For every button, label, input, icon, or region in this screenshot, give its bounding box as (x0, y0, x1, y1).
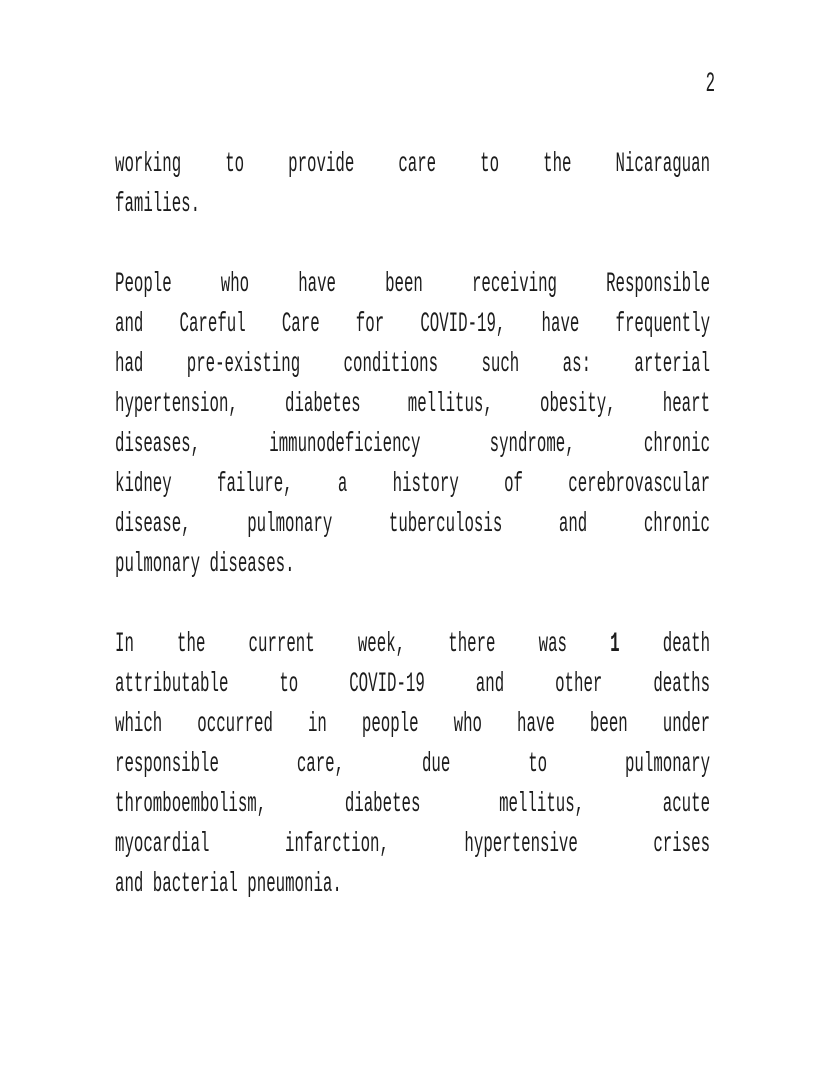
text-line: thromboembolism, diabetes mellitus, acute (115, 789, 711, 820)
text-line: People who have been receiving Responsible (115, 269, 711, 300)
text-line (115, 625, 710, 665)
text-segment: death (619, 629, 711, 660)
document-body (115, 145, 825, 905)
text-line: had pre-existing conditions such as: arterial (115, 349, 711, 380)
text-line: kidney failure, a history of cerebrovascular (115, 469, 711, 500)
paragraph-families (115, 145, 825, 225)
death-count: 1 (610, 629, 620, 660)
text-line: and Careful Care for COVID-19, have frequently (115, 309, 711, 340)
text-line: disease, pulmonary tuberculosis and chronic (115, 509, 711, 540)
text-line: hypertension, diabetes mellitus, obesity, heart (115, 389, 711, 420)
text-line: families. (115, 189, 201, 220)
paragraph-preexisting-conditions (115, 265, 825, 585)
text-line: which occurred in people who have been under (115, 709, 711, 740)
text-line: attributable to COVID-19 and other deaths (115, 669, 711, 700)
page-number: 2 (705, 69, 716, 100)
text-line: pulmonary diseases. (115, 549, 295, 580)
paragraph-current-week-deaths (115, 625, 825, 905)
text-line: working to provide care to the Nicaraguan (115, 149, 711, 180)
text-line: and bacterial pneumonia. (115, 869, 342, 900)
text-line: diseases, immunodeficiency syndrome, chronic (115, 429, 711, 460)
text-line: myocardial infarction, hypertensive crises (115, 829, 711, 860)
text-line: responsible care, due to pulmonary (115, 749, 711, 780)
text-segment: In the current week, there was (115, 629, 611, 660)
